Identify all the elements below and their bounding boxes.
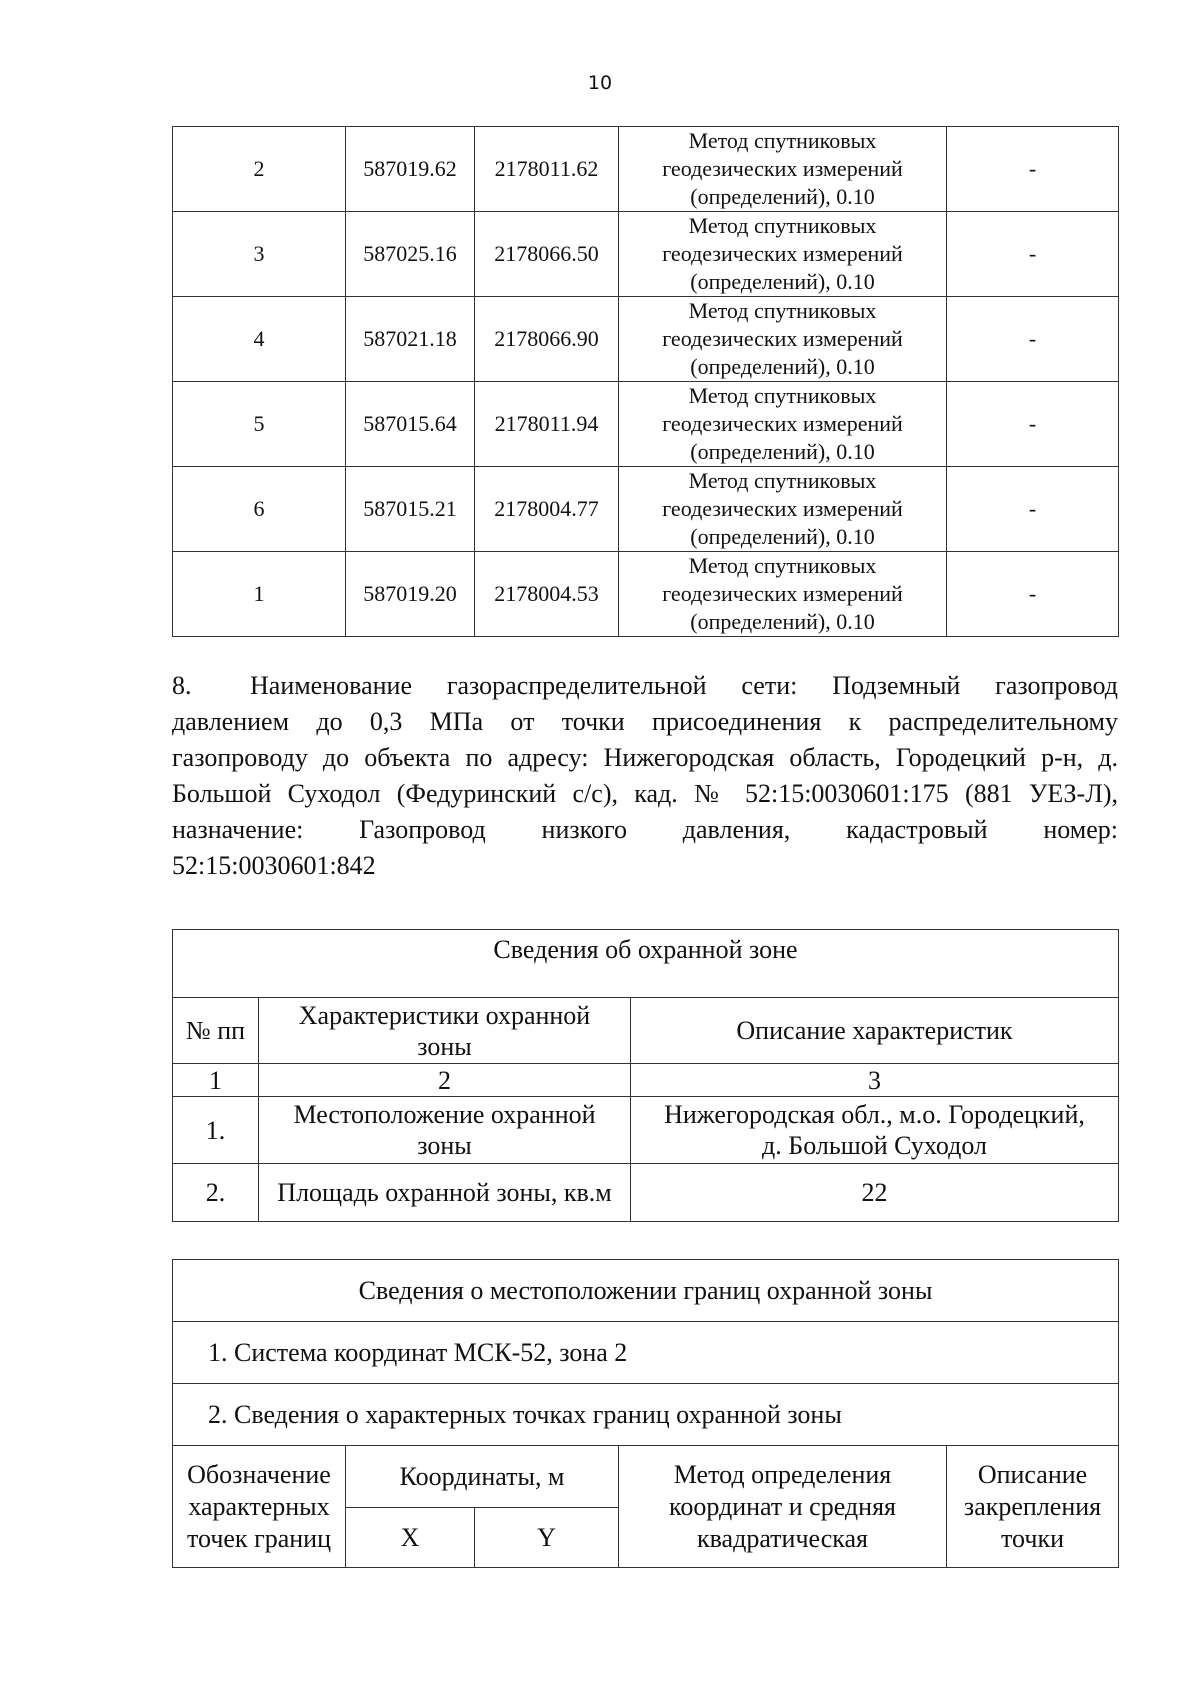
point-id: 2 [173,127,346,212]
header-desc: Описание закрепления точки [947,1446,1119,1568]
point-id: 5 [173,382,346,467]
header-description: Описание характеристик [631,998,1119,1064]
header-coords: Координаты, м [346,1446,619,1508]
point-id: 3 [173,212,346,297]
table-row [173,382,1119,467]
coord-x: 587015.21 [346,467,475,552]
boundary-points-item: 2. Сведения о характерных точках границ охранной зоны [173,1384,1119,1446]
row-value: Нижегородская обл., м.о. Городецкий, д. Большой Суходол [631,1097,1119,1164]
boundary-location-table [172,1259,1119,1568]
method: Метод спутниковых геодезических измерений (определений), 0.10 [619,552,947,637]
row-num: 2. [173,1164,259,1222]
header-point: Обозначение характерных точек границ [173,1446,346,1568]
point-id: 1 [173,552,346,637]
section-number: 8. [172,671,192,700]
paragraph-line: назначение: Газопровод низкого давления, кадастровый номер: [172,815,1118,844]
coord-x: 587019.62 [346,127,475,212]
fixing-desc: - [947,127,1119,212]
coord-y: 2178066.50 [475,212,619,297]
page-number: 10 [587,72,613,94]
col-number: 2 [259,1064,631,1097]
table-row [173,127,1119,212]
col-number: 1 [173,1064,259,1097]
table-row [173,212,1119,297]
fixing-desc: - [947,297,1119,382]
row-name: Местоположение охранной зоны [259,1097,631,1164]
coord-x: 587021.18 [346,297,475,382]
fixing-desc: - [947,382,1119,467]
point-id: 4 [173,297,346,382]
point-id: 6 [173,467,346,552]
bounds-table-title: Сведения о местоположении границ охранной зоны [173,1260,1119,1322]
paragraph-line: 8. Наименование газораспределительной сети: Подземный газопровод [172,668,1118,704]
method: Метод спутниковых геодезических измерений (определений), 0.10 [619,212,947,297]
zone-table-title: Сведения об охранной зоне [173,930,1119,998]
coordinate-system-item: 1. Система координат МСК-52, зона 2 [173,1322,1119,1384]
paragraph-line: 52:15:0030601:842 [172,851,376,880]
header-x: X [346,1508,475,1568]
table-row [173,297,1119,382]
coord-y: 2178011.62 [475,127,619,212]
fixing-desc: - [947,552,1119,637]
header-characteristics: Характеристики охранной зоны [259,998,631,1064]
row-num: 1. [173,1097,259,1164]
method: Метод спутниковых геодезических измерений (определений), 0.10 [619,467,947,552]
coord-x: 587015.64 [346,382,475,467]
coord-y: 2178004.53 [475,552,619,637]
coord-y: 2178004.77 [475,467,619,552]
method: Метод спутниковых геодезических измерений (определений), 0.10 [619,297,947,382]
section-8-paragraph [172,668,1118,884]
paragraph-line: давлением до 0,3 МПа от точки присоединения к распределительному [172,707,1118,736]
fixing-desc: - [947,467,1119,552]
paragraph-line: Большой Суходол (Федуринский с/с), кад. № 52:15:0030601:175 (881 УЕЗ-Л), [172,779,1118,808]
protection-zone-table [172,929,1119,1222]
table-row [173,1097,1119,1164]
table-row [173,552,1119,637]
paragraph-line: газопроводу до объекта по адресу: Нижегородская область, Городецкий р-н, д. [172,743,1118,772]
coord-x: 587019.20 [346,552,475,637]
coord-y: 2178011.94 [475,382,619,467]
coord-x: 587025.16 [346,212,475,297]
method: Метод спутниковых геодезических измерений (определений), 0.10 [619,382,947,467]
col-number: 3 [631,1064,1119,1097]
method: Метод спутниковых геодезических измерений (определений), 0.10 [619,127,947,212]
fixing-desc: - [947,212,1119,297]
header-y: Y [475,1508,619,1568]
coordinates-table [172,126,1119,637]
table-row [173,1164,1119,1222]
row-name: Площадь охранной зоны, кв.м [259,1164,631,1222]
header-method: Метод определения координат и средняя квадратическая [619,1446,947,1568]
coord-y: 2178066.90 [475,297,619,382]
table-row [173,467,1119,552]
header-num: № пп [173,998,259,1064]
row-value: 22 [631,1164,1119,1222]
